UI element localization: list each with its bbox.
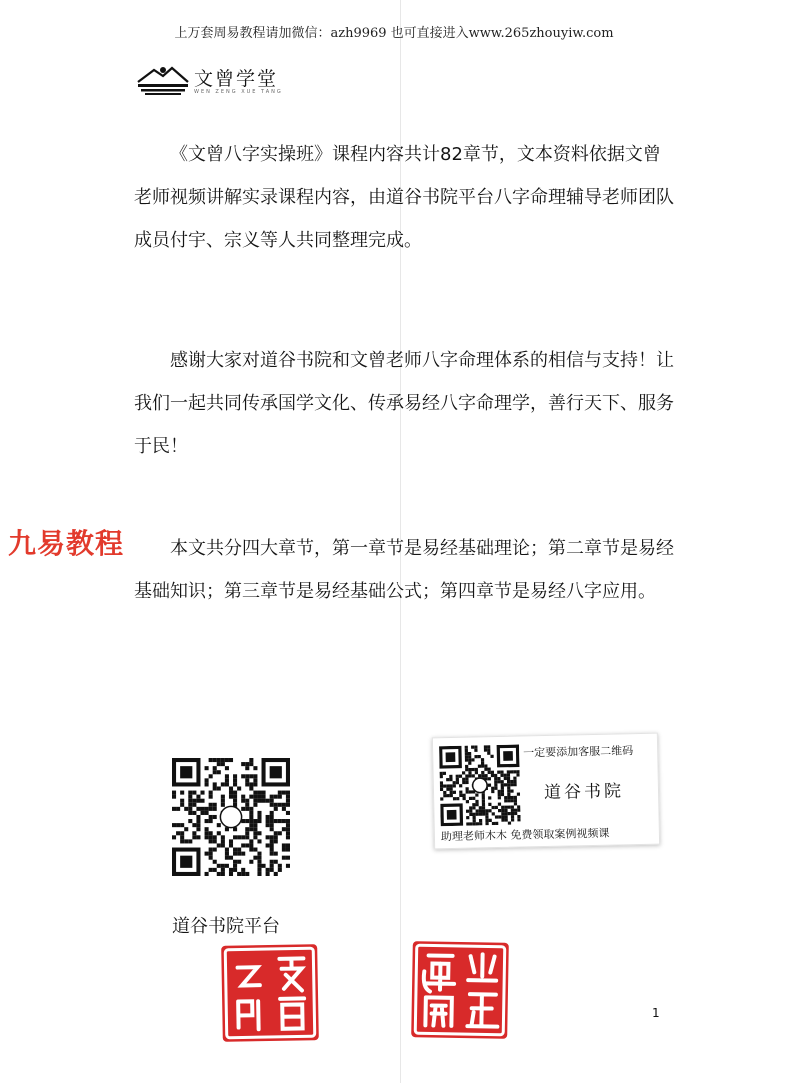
paragraph-text: 感谢大家对道谷书院和文曾老师八字命理体系的相信与支持！让我们一起共同传承国学文化、传承易经八字命理学，善行天下、服务于民！ bbox=[134, 350, 674, 457]
card-qr-code-icon[interactable] bbox=[439, 745, 521, 827]
red-watermark-label: 九易教程 bbox=[8, 527, 125, 560]
paragraph-text: 本文共分四大章节，第一章节是易经基础理论；第二章节是易经基础知识；第三章节是易经基础公式；第四章节是易经八字应用。 bbox=[134, 538, 674, 602]
contact-card[interactable] bbox=[432, 733, 660, 850]
brand-logo bbox=[136, 60, 296, 100]
logo-text: 文曾学堂 bbox=[194, 68, 279, 90]
seal-yun-icon bbox=[411, 941, 509, 1039]
platform-label: 道谷书院平台 bbox=[172, 916, 280, 937]
logo-subtext: WEN ZENG XUE TANG bbox=[194, 89, 283, 95]
promo-header[interactable]: 上万套周易教程请加微信：azh9969 也可直接进入www.265zhouyiw.com bbox=[174, 26, 614, 41]
paragraph-text: 《文曾八字实操班》课程内容共计82章节，文本资料依据文曾老师视频讲解实录课程内容，由道谷书院平台八字命理辅导老师团队成员付宇、宗义等人共同整理完成。 bbox=[134, 144, 674, 251]
card-name: 道谷书院 bbox=[543, 781, 625, 804]
qr-code-icon[interactable] bbox=[172, 758, 290, 876]
intro-paragraph bbox=[134, 133, 674, 262]
card-bottom-text: 助理老师木木 免费领取案例视频课 bbox=[440, 826, 610, 844]
seal-wen-zeng-icon bbox=[221, 944, 319, 1042]
thanks-paragraph bbox=[134, 339, 674, 468]
mountain-logo-icon bbox=[136, 60, 190, 100]
card-top-text: 一定要添加客服二维码 bbox=[523, 744, 634, 760]
page-number: 1 bbox=[652, 1006, 660, 1020]
chapters-paragraph bbox=[134, 527, 674, 613]
